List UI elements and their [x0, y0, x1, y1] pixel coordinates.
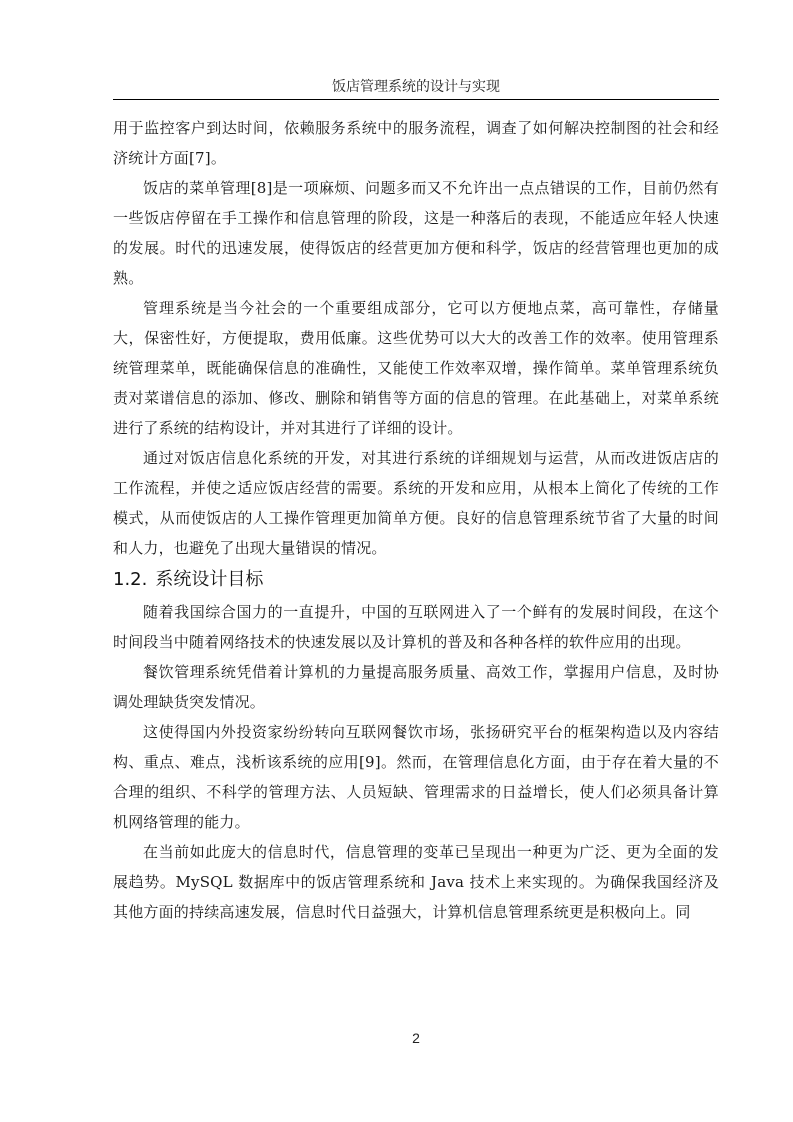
page-number: 2: [412, 1030, 420, 1046]
header-rule: [113, 99, 719, 100]
body-paragraph-menu-management: 饭店的菜单管理[8]是一项麻烦、问题多而又不允许出一点点错误的工作，目前仍然有一些饭店停留在手工操作和信息管理的阶段，这是一种落后的表现，不能适应年轻人快速的发展。时代的迅速发展，使得饭店的经营更加方便和科学，饭店的经营管理也更加的成熟。: [113, 179, 719, 287]
body-paragraph-catering-system: 餐饮管理系统凭借着计算机的力量提高服务质量、高效工作，掌握用户信息，及时协调处理缺货突发情况。: [113, 663, 719, 711]
body-paragraph-information-era: 在当前如此庞大的信息时代，信息管理的变革已呈现出一种更为广泛、更为全面的发展趋势。MySQL 数据库中的饭店管理系统和 Java 技术上来实现的。为确保我国经济及其他方面的持续高速发展，信息时代日益强大，计算机信息管理系统更是积极向上。同: [113, 843, 719, 921]
body-paragraph-management-system: 管理系统是当今社会的一个重要组成部分，它可以方便地点菜，高可靠性，存储量大，保密性好，方便提取，费用低廉。这些优势可以大大的改善工作的效率。使用管理系统管理菜单，既能确保信息的准确性，又能使工作效率双增，操作简单。菜单管理系统负责对菜谱信息的添加、修改、删除和销售等方面的信息的管理。在此基础上，对菜单系统进行了系统的结构设计，并对其进行了详细的设计。: [113, 299, 719, 437]
section-title: 系统设计目标: [155, 569, 264, 590]
body-paragraph-investors: 这使得国内外投资家纷纷转向互联网餐饮市场，张扬研究平台的框架构造以及内容结构、重点、难点，浅析该系统的应用[9]。然而，在管理信息化方面，由于存在着大量的不合理的组织、不科学的管理方法、人员短缺、管理需求的日益增长，使人们必须具备计算机网络管理的能力。: [113, 723, 719, 831]
document-body: [113, 113, 719, 927]
body-paragraph-informatization: 通过对饭店信息化系统的开发，对其进行系统的详细规划与运营，从而改进饭店店的工作流程，并使之适应饭店经营的需要。系统的开发和应用，从根本上简化了传统的工作模式，从而使饭店的人工操作管理更加简单方便。良好的信息管理系统节省了大量的时间和人力，也避免了出现大量错误的情况。: [113, 449, 719, 557]
body-paragraph-national-strength: 随着我国综合国力的一直提升，中国的互联网进入了一个鲜有的发展时间段，在这个时间段当中随着网络技术的快速发展以及计算机的普及和各种各样的软件应用的出现。: [113, 603, 719, 651]
page-header-title: 饭店管理系统的设计与实现: [332, 79, 500, 95]
section-number: 1.2.: [113, 569, 148, 590]
body-paragraph-continued: 用于监控客户到达时间，依赖服务系统中的服务流程，调查了如何解决控制图的社会和经济统计方面[7]。: [113, 119, 719, 167]
section-heading: [113, 563, 719, 597]
